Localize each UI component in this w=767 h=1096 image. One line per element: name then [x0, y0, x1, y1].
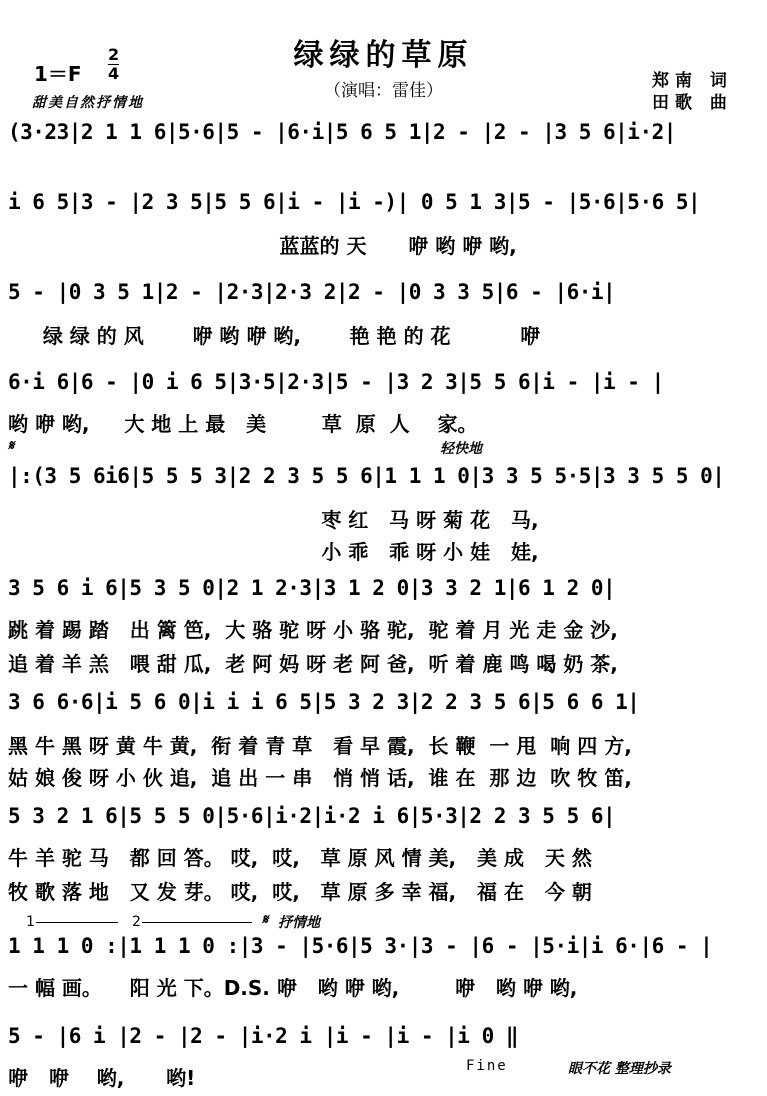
time-denominator: 4	[108, 64, 120, 83]
lyric-line: 牛 羊 驼 马 都 回 答。 哎, 哎, 草 原 风 情 美, 美 成 天 然	[8, 846, 592, 870]
lyric-line: 蓝蓝的 天 咿 哟 咿 哟,	[8, 234, 517, 258]
lyric-line: 跳 着 踢 踏 出 篱 笆, 大 骆 驼 呀 小 骆 驼, 驼 着 月 光 走 金 沙,	[8, 618, 618, 642]
volta-2-label: 2	[132, 914, 141, 930]
lyric-line: 姑 娘 俊 呀 小 伙 追, 追 出 一 串 悄 悄 话, 谁 在 那 边 吹 牧 笛,	[8, 766, 632, 790]
fine-mark: Fine	[466, 1058, 508, 1074]
notation-line: i 6 5|3 - |2 3 5|5 5 6|i - |i -)| 0 5 1 3|5 - |5·6|5·6 5|	[8, 190, 701, 214]
lyric-line: 小 乖 乖 呀 小 娃 娃,	[8, 540, 539, 564]
segno-sign: 𝄋	[262, 912, 269, 928]
lyric-line: 一 幅 画。 阳 光 下。D.S. 咿 哟 咿 哟, 咿 哟 咿 哟,	[8, 976, 578, 1000]
lyric-line: 追 着 羊 羔 喂 甜 瓜, 老 阿 妈 呀 老 阿 爸, 听 着 鹿 鸣 喝 奶 茶,	[8, 652, 618, 676]
notation-line: 5 3 2 1 6|5 5 5 0|5·6|i·2|i·2 i 6|5·3|2 2 3 5 5 6|	[8, 804, 616, 828]
segno-sign: 𝄋	[8, 438, 15, 454]
notation-line: 3 6 6·6|i 5 6 0|i i i 6 5|5 3 2 3|2 2 3 5 6|5 6 6 1|	[8, 690, 640, 714]
tempo-mark-light: 轻快地	[440, 441, 482, 457]
lyric-line: 牧 歌 落 地 又 发 芽。 哎, 哎, 草 原 多 幸 福, 福 在 今 朝	[8, 880, 592, 904]
expression-mark: 甜美自然抒情地	[32, 95, 144, 111]
notation-line: 5 - |0 3 5 1|2 - |2·3|2·3 2|2 - |0 3 3 5|6 - |6·i|	[8, 280, 616, 304]
lyric-line: 哟 咿 哟, 大 地 上 最 美 草 原 人 家。	[8, 412, 478, 436]
notation-line: (3·23|2 1 1 6|5·6|5 - |6·i|5 6 5 1|2 - |2 - |3 5 6|i·2|	[8, 120, 676, 144]
notation-line: 1 1 1 0 :|1 1 1 0 :|3 - |5·6|5 3·|3 - |6 - |5·i|i 6·|6 - |	[8, 934, 713, 958]
volta-2-bracket	[142, 922, 252, 923]
notation-line: 5 - |6 i |2 - |2 - |i·2 i |i - |i - |i 0 ‖	[8, 1024, 519, 1048]
volta-1-bracket	[36, 922, 118, 923]
lyricist-credit: 郑南 词	[652, 71, 733, 91]
song-title: 绿绿的草原	[293, 38, 474, 73]
lyric-line: 黑 牛 黑 呀 黄 牛 黄, 衔 着 青 草 看 早 霞, 长 鞭 一 甩 响 四 方,	[8, 734, 632, 758]
notation-line: |:(3 5 6i6|5 5 5 3|2 2 3 5 5 6|1 1 1 0|3 3 5 5·5|3 3 5 5 0|	[8, 464, 725, 488]
time-numerator: 2	[108, 45, 120, 64]
time-signature	[108, 46, 119, 83]
notation-line: 3 5 6 i 6|5 3 5 0|2 1 2·3|3 1 2 0|3 3 2 1|6 1 2 0|	[8, 576, 616, 600]
copyist-credit: 眼不花 整理抄录	[568, 1061, 671, 1077]
singer-subtitle: （演唱：雷佳）	[324, 81, 443, 101]
lyric-line: 绿 绿 的 风 咿 哟 咿 哟, 艳 艳 的 花 咿	[8, 324, 541, 348]
lyric-line: 咿 咿 哟, 哟!	[8, 1066, 196, 1090]
key-signature: 1＝F	[34, 62, 82, 86]
lyric-line: 枣 红 马 呀 菊 花 马,	[8, 508, 539, 532]
composer-credit: 田歌 曲	[652, 93, 733, 113]
volta-1-label: 1	[26, 914, 35, 930]
notation-line: 6·i 6|6 - |0 i 6 5|3·5|2·3|5 - |3 2 3|5 5 6|i - |i - |	[8, 370, 664, 394]
expression-mark-lyrical: 抒情地	[278, 915, 320, 931]
